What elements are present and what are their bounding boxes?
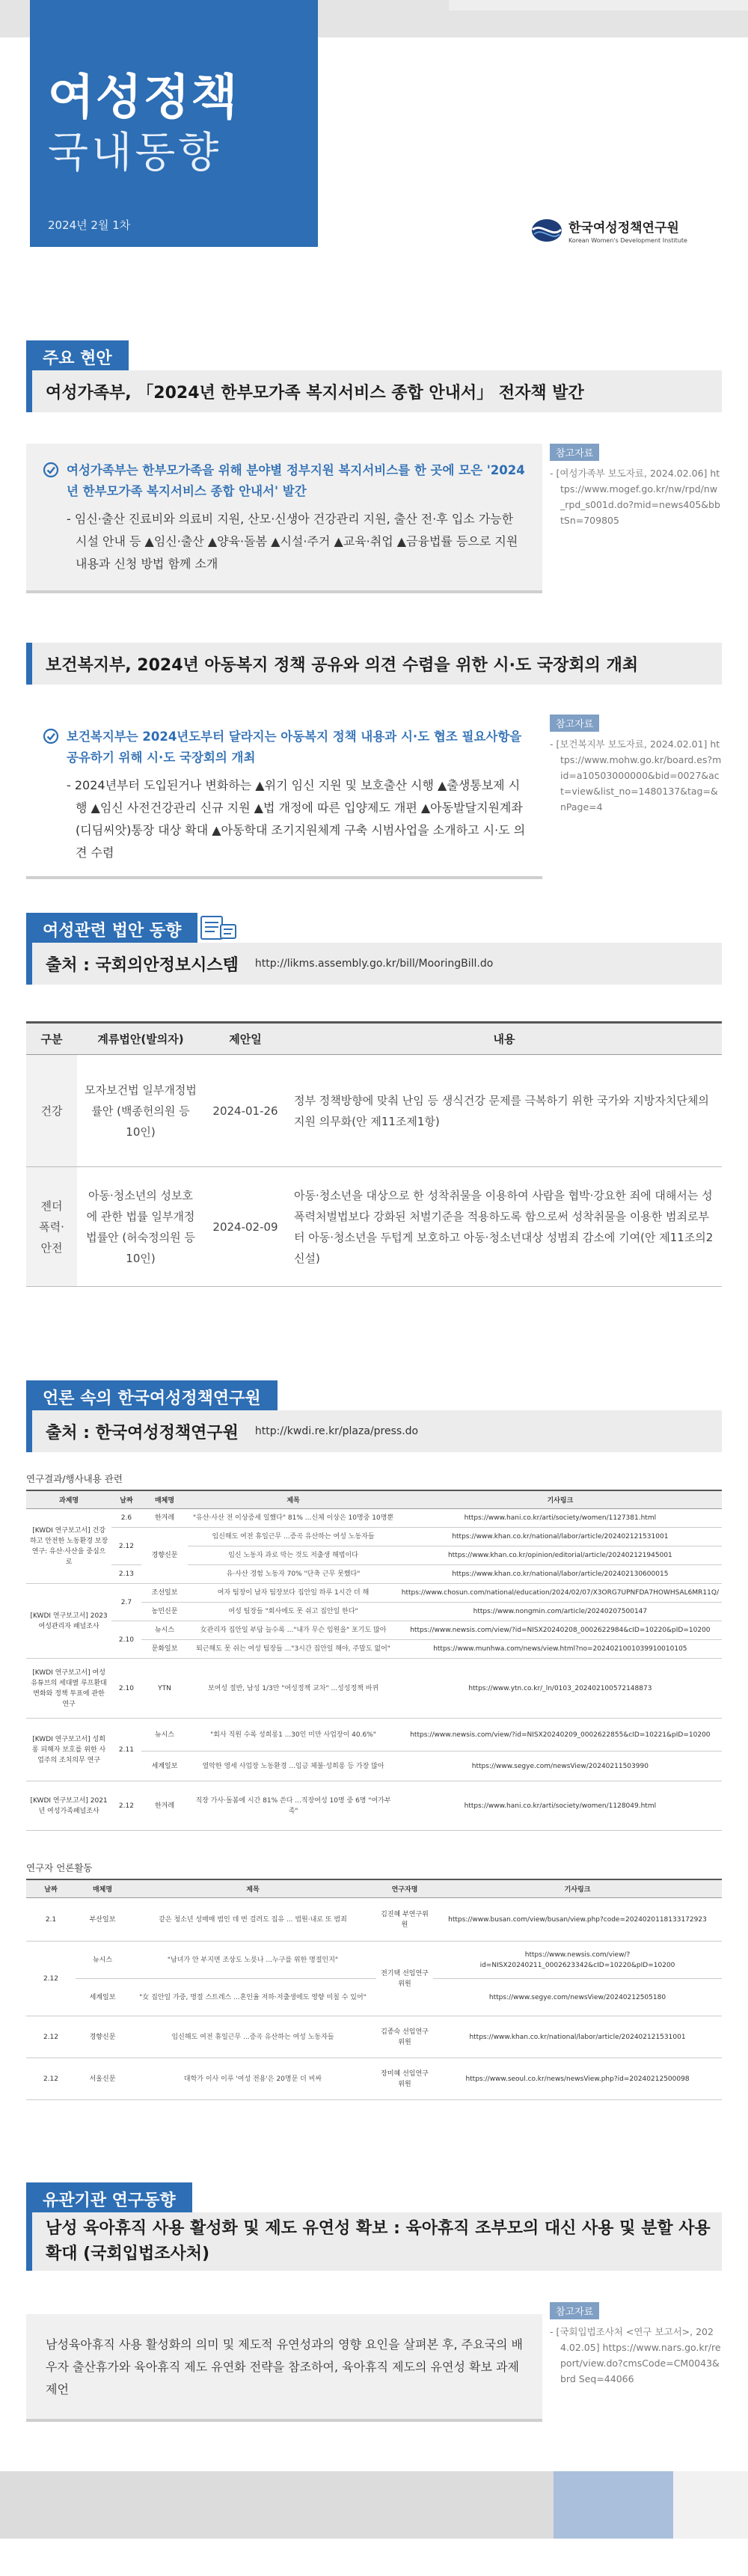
press-media: YTN <box>141 1659 188 1719</box>
press-link[interactable]: https://www.khan.co.kr/national/labor/article/202402130600015 <box>399 1565 722 1584</box>
press-task: [KWDI 연구보고서] 2023 여성관리자 패널조사 <box>26 1584 111 1659</box>
check-icon <box>43 728 59 744</box>
press-title: 열악한 영세 사업장 노동환경 ...임금 체불·성희롱 등 가장 많아 <box>188 1752 398 1781</box>
press-col-date: 날짜 <box>111 1490 141 1509</box>
press-caption-2: 연구자 언론활동 <box>26 1862 93 1873</box>
issue-title-2: 보건복지부, 2024년 아동복지 정책 공유와 의견 수렴을 위한 시·도 국장회의 개최 <box>46 655 639 675</box>
press-title: 女관리자 집안일 부담 늘수록 ..."내가 무슨 임원을" 포기도 많아 <box>188 1621 398 1640</box>
press2-col-researcher: 연구자명 <box>376 1879 433 1898</box>
agency-section-tab: 유관기관 연구동향 <box>26 2182 192 2212</box>
table-row <box>26 1781 722 1831</box>
press-section-tab: 언론 속의 한국여성정책연구원 <box>26 1380 278 1410</box>
table-row <box>26 1898 722 1942</box>
reference-2 <box>550 715 722 815</box>
logo-english: Korean Women's Development Institute <box>568 237 687 244</box>
press2-date: 2.12 <box>26 2016 76 2058</box>
issue-item-2 <box>26 715 722 860</box>
press-table-2 <box>26 1879 722 2100</box>
press-date: 2.13 <box>111 1565 141 1584</box>
press-title: 직장 가사·돌봄에 시간 81% 쓴다 ...직장여성 10명 중 6명 "여가부족" <box>188 1781 398 1831</box>
law-source-url[interactable]: http://likms.assembly.go.kr/bill/MooringBill.do <box>254 958 494 970</box>
kwdi-logo-icon <box>531 218 562 243</box>
press-link[interactable]: https://www.khan.co.kr/opinion/editorial/article/202402121945001 <box>399 1546 722 1565</box>
press-date: 2.11 <box>111 1719 141 1781</box>
press-table-2-header <box>26 1879 722 1898</box>
press-task: [KWDI 연구보고서] 2021년 여성가족패널조사 <box>26 1781 111 1831</box>
law-bill: 아동·청소년의 성보호에 관한 법률 일부개정법률안 (허숙정의원 등 10인) <box>77 1167 204 1287</box>
table-row <box>26 1528 722 1546</box>
table-row <box>26 1509 722 1528</box>
press-table-1 <box>26 1490 722 1831</box>
logo-korean: 한국여성정책연구원 <box>568 221 679 236</box>
press-task: [KWDI 연구보고서] 여성 유튜브의 세대별 루프환대 변화와 정책 투표에 관한 연구 <box>26 1659 111 1719</box>
press-date: 2.12 <box>111 1528 141 1565</box>
press-title: 여자 팀장이 남자 팀장보다 집안일 하루 1시간 더 해 <box>188 1584 398 1603</box>
press2-media: 서울신문 <box>76 2058 129 2100</box>
header <box>0 0 748 247</box>
footer-light-block <box>673 2471 748 2539</box>
law-col-content: 내용 <box>286 1023 722 1055</box>
press-title-bar <box>26 1410 722 1452</box>
issue-box-2 <box>26 715 542 879</box>
press2-researcher: 김진혜 부연구위원 <box>376 1898 433 1942</box>
press-date: 2.10 <box>111 1659 141 1719</box>
press-media: 세계일보 <box>141 1752 188 1781</box>
press-col-task: 과제명 <box>26 1490 111 1509</box>
press-table-1-header <box>26 1490 722 1509</box>
press-col-title: 제목 <box>188 1490 398 1509</box>
header-gray-band-2 <box>449 0 748 10</box>
press2-media: 경향신문 <box>76 2016 129 2058</box>
press2-media: 뉴시스 <box>76 1942 129 1979</box>
press-media: 한겨레 <box>141 1509 188 1528</box>
issue-lead-1: 여성가족부는 한부모가족을 위해 분야별 정부지원 복지서비스를 한 곳에 모은 '2024년 한부모가족 복지서비스 종합 안내서' 발간 <box>67 463 525 498</box>
agency-title: 남성 육아휴직 사용 활성화 및 제도 유연성 확보 : 육아휴직 조부모의 대신 사용 및 분할 사용 확대 (국회입법조사처) <box>46 2219 711 2263</box>
press2-link[interactable]: https://www.khan.co.kr/national/labor/article/202402121531001 <box>433 2016 722 2058</box>
agency-reference <box>550 2302 722 2387</box>
press-title: 보여성 절반, 남성 1/3만 "여성정책 교차" ...성성정책 바뀌 <box>188 1659 398 1719</box>
press2-link[interactable]: https://www.busan.com/view/busan/view.php?code=2024020118133172923 <box>433 1898 722 1942</box>
press2-date: 2.12 <box>26 2058 76 2100</box>
reference-tag: 참고자료 <box>550 2302 599 2319</box>
law-content: 정부 정책방향에 맞춰 난임 등 생식건강 문제를 극복하기 위한 국가와 지방자치단체의 지원 의무화(안 제11조제1항) <box>286 1055 722 1167</box>
press-link[interactable]: https://www.segye.com/newsView/20240211503990 <box>399 1752 722 1781</box>
press-task: [KWDI 연구보고서] 성희롱 피해자 보호를 위한 사업주의 조치의무 연구 <box>26 1719 111 1781</box>
press-task: [KWDI 연구보고서] 건강하고 안전한 노동환경 보장 연구: 유산·사산을 중심으로 <box>26 1509 111 1584</box>
law-date: 2024-02-09 <box>204 1167 286 1287</box>
law-table-header <box>26 1023 722 1055</box>
press2-col-date: 날짜 <box>26 1879 76 1898</box>
press-link[interactable]: https://www.hani.co.kr/arti/society/women/1127381.html <box>399 1509 722 1528</box>
table-row <box>26 1659 722 1719</box>
press-title: "회사 직원 수록 성희롱1 ...30인 미만 사업장이 40.6%" <box>188 1719 398 1752</box>
law-category: 건강 <box>26 1055 77 1167</box>
press-link[interactable]: https://www.newsis.com/view/?id=NISX20240209_0002622855&cID=10221&pID=10200 <box>399 1719 722 1752</box>
press-col-link: 기사링크 <box>399 1490 722 1509</box>
press-media: 문화일보 <box>141 1640 188 1659</box>
law-source-title: 출처 : 국회의안정보시스템 <box>46 955 239 975</box>
reference-1 <box>550 444 722 528</box>
kwdi-logo <box>531 217 687 244</box>
press2-link[interactable]: https://www.newsis.com/view/?id=NISX20240211_0002623342&cID=10220&pID=10200 <box>433 1942 722 1979</box>
reference-text[interactable]: - [국회입법조사처 <연구 보고서>, 2024.02.05] https://www.nars.go.kr/report/view.do?cmsCode=CM0043&brd Seq=44066 <box>550 2326 721 2384</box>
page-title: 여성정책 <box>48 70 239 126</box>
press2-date: 2.1 <box>26 1898 76 1942</box>
press-media: 경향신문 <box>141 1528 188 1584</box>
press2-title: 같은 청소년 성매매 범인 데 번 걸려도 집유 ... 법원·내로 또 범죄 <box>129 1898 376 1942</box>
press-source-url[interactable]: http://kwdi.re.kr/plaza/press.do <box>254 1425 419 1437</box>
issue-lead-2: 보건복지부는 2024년도부터 달라지는 아동복지 정책 내용과 시·도 협조 필요사항을 공유하기 위해 시·도 국장회의 개최 <box>67 729 522 765</box>
issue-body-1: - 임신·출산 진료비와 의료비 지원, 산모·신생아 건강관리 지원, 출산 전·후 입소 가능한 시설 안내 등 ▲임신·출산 ▲양육·돌봄 ▲시설·주거 ▲교육·취업 ▲금융법률 등으로 지원 내용과 신청 방법 함께 소개 <box>67 512 518 571</box>
table-row <box>26 1942 722 1979</box>
press2-col-media: 매체명 <box>76 1879 129 1898</box>
press2-media: 부산일보 <box>76 1898 129 1942</box>
law-bill: 모자보건법 일부개정법률안 (백종헌의원 등 10인) <box>77 1055 204 1167</box>
table-row <box>26 1621 722 1640</box>
issue-title-bar <box>26 370 722 412</box>
law-table-row <box>26 1055 722 1167</box>
law-content: 아동·청소년을 대상으로 한 성착취물을 이용하여 사람을 협박·강요한 죄에 대해서는 성폭력처벌법보다 강화된 처벌기준을 적용하도록 함으로써 성착취물을 이용한 범죄로부터 아동·청소년을 두텁게 보호하고 아동·청소년대상 성범죄 감소에 기여(안 제11조의2 신설) <box>286 1167 722 1287</box>
law-col-date: 제안일 <box>204 1023 286 1055</box>
law-section-tab: 여성관련 법안 동향 <box>26 913 197 943</box>
agency-item <box>26 2307 722 2426</box>
press2-researcher: 김종숙 선임연구위원 <box>376 2016 433 2058</box>
agency-box <box>26 2314 542 2422</box>
table-row <box>26 1979 722 2016</box>
title-block <box>30 0 318 247</box>
press-media: 조선일보 <box>141 1584 188 1603</box>
footer <box>0 2471 748 2539</box>
press-media: 한겨레 <box>141 1781 188 1831</box>
press-caption-1: 연구결과/행사내용 관련 <box>26 1473 123 1484</box>
press-media: 뉴시스 <box>141 1719 188 1752</box>
press-source-title: 출처 : 한국여성정책연구원 <box>46 1423 239 1443</box>
issue-section-header <box>26 340 722 415</box>
press-link[interactable]: https://www.nongmin.com/article/20240207500147 <box>399 1603 722 1621</box>
law-category: 젠더 폭력· 안전 <box>26 1167 77 1287</box>
press2-col-link: 기사링크 <box>433 1879 722 1898</box>
issue-section-tab: 주요 현안 <box>26 340 129 370</box>
law-section-header <box>26 913 722 988</box>
press2-title: 대학가 이사 이루 '여성 전용'은 20명문 더 비싸 <box>129 2058 376 2100</box>
law-col-bill: 계류법안(발의자) <box>77 1023 204 1055</box>
law-date: 2024-01-26 <box>204 1055 286 1167</box>
press-link[interactable]: https://www.chosun.com/national/education/2024/02/07/X3ORG7UPNFDA7HOWHSAL6MR11Q/ <box>399 1584 722 1603</box>
press-link[interactable]: https://www.newsis.com/view/?id=NISX20240208_0002622984&cID=10220&pID=10200 <box>399 1621 722 1640</box>
press-link[interactable]: https://www.munhwa.com/news/view.html?no=2024021001039910010105 <box>399 1640 722 1659</box>
law-col-category: 구분 <box>26 1023 77 1055</box>
press-title: 여성 팀장들 "회사에도 못 쉬고 집안일 한다" <box>188 1603 398 1621</box>
document-icon <box>198 914 239 944</box>
reference-tag: 참고자료 <box>550 715 599 732</box>
reference-tag: 참고자료 <box>550 444 599 461</box>
press2-media: 세계일보 <box>76 1979 129 2016</box>
press2-date: 2.12 <box>26 1942 76 2016</box>
press2-link[interactable]: https://www.seoul.co.kr/news/newsView.php?id=20240212500098 <box>433 2058 722 2100</box>
press2-col-title: 제목 <box>129 1879 376 1898</box>
issue-body-2: - 2024년부터 도입된거나 변화하는 ▲위기 임신 지원 및 보호출산 시행 ▲출생통보제 시행 ▲임신 사전건강관리 신규 지원 ▲법 개정에 따른 입양제도 개편 ▲아동발달지원계좌(디딤씨앗)통장 대상 확대 ▲아동학대 조기지원체계 구축 시범사업을 소개하고 시·도 의견 수렴 <box>67 778 526 860</box>
press-col-media: 매체명 <box>141 1490 188 1509</box>
reference-text[interactable]: - [보건복지부 보도자료, 2024.02.01] https://www.mohw.go.kr/board.es?mid=a10503000000&bid=0027&act=view&list_no=1480137&tag=&nPage=4 <box>550 738 722 813</box>
press-title: 임신해도 여전 휴일근무 ...증곡 유산하는 여성 노동자들 <box>188 1528 398 1546</box>
law-table <box>26 1021 722 1287</box>
table-row <box>26 2058 722 2100</box>
issue-title: 여성가족부, 「2024년 한부모가족 복지서비스 종합 안내서」 전자책 발간 <box>46 383 584 403</box>
press-title: "유산·사산 전 이상증세 일했다" 81% ...신체 이상은 10명중 10명뿐 <box>188 1509 398 1528</box>
agency-title-bar <box>26 2212 722 2271</box>
press-date: 2.10 <box>111 1621 141 1659</box>
press-title: 유·사산 경험 노동자 70% "단축 근무 못했다" <box>188 1565 398 1584</box>
agency-section-header <box>26 2182 722 2212</box>
press2-title: "女 집안일 가중, 명절 스트레스 ...혼인율 저하·저출생에도 영향 미칠 수 있어" <box>129 1979 376 2016</box>
press-date: 2.6 <box>111 1509 141 1528</box>
reference-text[interactable]: - [여성가족부 보도자료, 2024.02.06] https://www.mogef.go.kr/nw/rpd/nw_rpd_s001d.do?mid=news405&bbtSn=709805 <box>550 468 720 526</box>
table-row <box>26 1565 722 1584</box>
press-title: 퇴근해도 못 쉬는 여성 팀장들 ..."3시간 집안일 해야, 주말도 없어" <box>188 1640 398 1659</box>
press-date: 2.7 <box>111 1584 141 1621</box>
check-icon <box>43 462 59 478</box>
table-row <box>26 1719 722 1752</box>
law-table-row <box>26 1167 722 1287</box>
press-link[interactable]: https://www.ytn.co.kr/_ln/0103_202402100572148873 <box>399 1659 722 1719</box>
law-title-bar <box>26 943 722 985</box>
footer-blue-block <box>554 2471 673 2539</box>
press2-link[interactable]: https://www.segye.com/newsView/20240212505180 <box>433 1979 722 2016</box>
press2-researcher: 장미혜 선임연구위원 <box>376 2058 433 2100</box>
press-date: 2.12 <box>111 1781 141 1831</box>
press2-researcher: 전기택 선임연구위원 <box>376 1942 433 2016</box>
issue-label: 2024년 2월 1차 <box>48 218 131 232</box>
press-media: 뉴시스 <box>141 1621 188 1640</box>
page-subtitle: 국내동향 <box>48 129 222 177</box>
press-section-header <box>26 1380 722 1455</box>
press-link[interactable]: https://www.khan.co.kr/national/labor/article/202402121531001 <box>399 1528 722 1546</box>
table-row <box>26 2016 722 2058</box>
press-title: 임신 노동자 과로 막는 것도 저출생 해법이다 <box>188 1546 398 1565</box>
issue-title-bar-2 <box>26 643 722 685</box>
agency-body: 남성육아휴직 사용 활성화의 의미 및 제도적 유연성과의 영향 요인을 살펴본 후, 주요국의 배우자 출산휴가와 육아휴직 제도 유연화 전략을 참조하여, 육아휴직 제도의 유연성 확보 과제 제언 <box>46 2337 523 2396</box>
press2-title: "남녀가 안 부지면 조상도 노릇나 ...누구를 위한 명절인지" <box>129 1942 376 1979</box>
press-link[interactable]: https://www.hani.co.kr/arti/society/women/1128049.html <box>399 1781 722 1831</box>
issue-box-1 <box>26 444 542 593</box>
press-media: 농민신문 <box>141 1603 188 1621</box>
issue-item-1 <box>26 444 722 598</box>
press2-title: 임신해도 여전 휴일근무 ...증곡 유산하는 여성 노동자들 <box>129 2016 376 2058</box>
table-row <box>26 1584 722 1603</box>
